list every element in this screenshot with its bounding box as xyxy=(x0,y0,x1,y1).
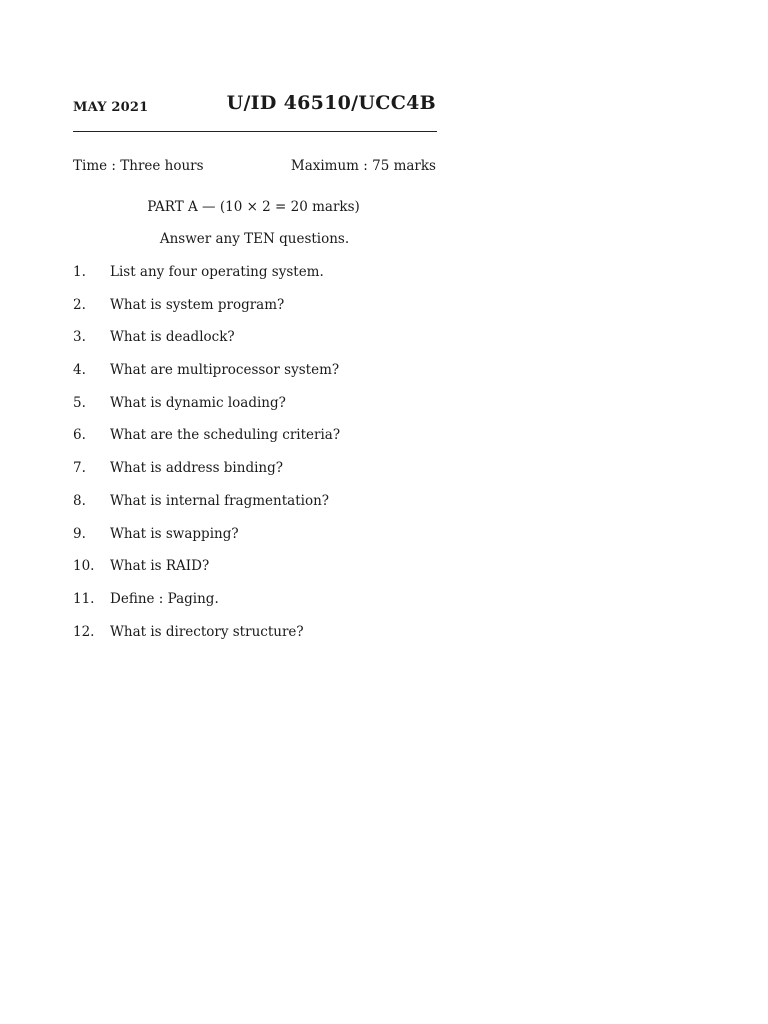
question-text: What is swapping? xyxy=(110,525,239,542)
question-item xyxy=(73,264,493,297)
question-item xyxy=(73,624,493,657)
question-text: What is address binding? xyxy=(110,460,283,477)
question-number: 1. xyxy=(73,264,86,280)
part-a-instruction: Answer any TEN questions. xyxy=(159,231,350,247)
question-item xyxy=(73,493,493,526)
part-a-title xyxy=(73,199,436,215)
exam-header xyxy=(73,92,436,122)
question-item xyxy=(73,329,493,362)
paper-code: U/ID 46510/UCC4B xyxy=(226,92,436,114)
question-number: 11. xyxy=(73,590,95,607)
question-item xyxy=(73,558,493,591)
question-text: What is dynamic loading? xyxy=(110,394,286,411)
question-number: 3. xyxy=(73,329,86,346)
part-a-title-text: PART A — (10 × 2 = 20 marks) xyxy=(147,199,360,215)
question-text: What are multiprocessor system? xyxy=(110,362,340,379)
question-text: Define : Paging. xyxy=(110,590,219,607)
question-number: 5. xyxy=(73,394,86,411)
question-number: 10. xyxy=(73,558,95,575)
header-divider xyxy=(73,131,437,132)
question-item xyxy=(73,591,493,624)
question-list xyxy=(73,264,493,656)
question-number: 12. xyxy=(73,623,95,640)
question-number: 8. xyxy=(73,492,86,509)
question-text: What are the scheduling criteria? xyxy=(110,427,341,444)
maximum-marks: Maximum : 75 marks xyxy=(290,158,436,174)
question-text: What is directory structure? xyxy=(110,623,304,640)
question-text: List any four operating system. xyxy=(110,264,324,280)
question-number: 7. xyxy=(73,460,86,477)
exam-month: MAY 2021 xyxy=(73,100,149,115)
question-item xyxy=(73,297,493,330)
question-text: What is internal fragmentation? xyxy=(110,492,330,509)
question-item xyxy=(73,395,493,428)
question-text: What is system program? xyxy=(110,296,285,313)
question-number: 6. xyxy=(73,427,86,444)
question-number: 4. xyxy=(73,362,86,379)
question-item xyxy=(73,362,493,395)
question-item xyxy=(73,460,493,493)
question-item xyxy=(73,427,493,460)
question-number: 9. xyxy=(73,525,86,542)
time-allowed: Time : Three hours xyxy=(73,158,204,174)
question-text: What is RAID? xyxy=(110,558,210,575)
question-item xyxy=(73,526,493,559)
question-number: 2. xyxy=(73,296,86,313)
question-text: What is deadlock? xyxy=(110,329,235,346)
